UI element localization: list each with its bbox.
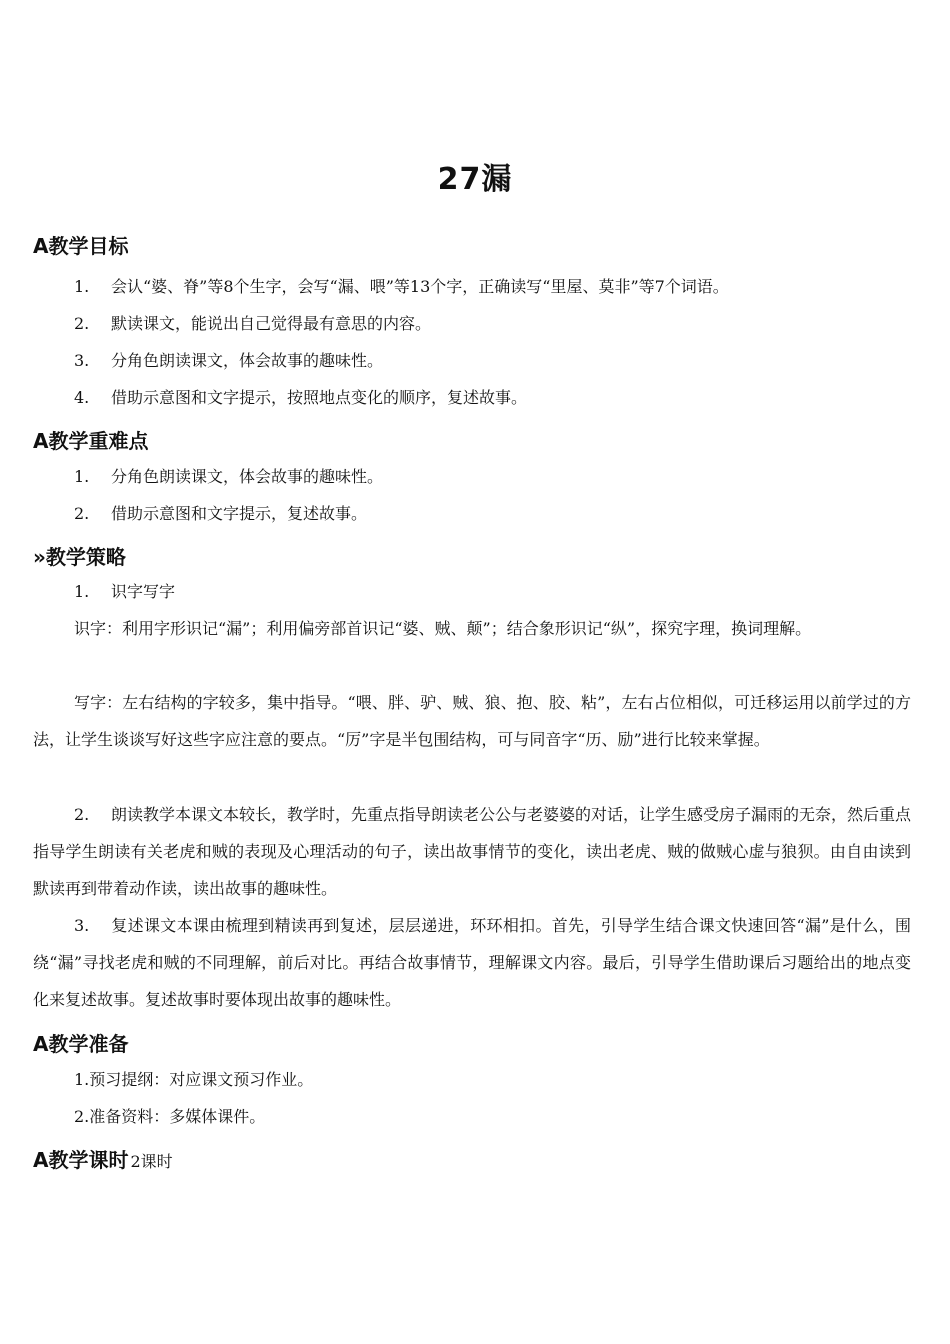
objective-item-2 [74,312,431,336]
key-point-item-1 [74,465,383,489]
key-points-heading: A教学重难点 [33,429,149,453]
item-number: 4. [74,388,90,407]
item-text: 借助示意图和文字提示，复述故事。 [111,504,368,523]
preparation-item-2: 2.准备资料：多媒体课件。 [74,1107,266,1126]
class-hours-label: A教学课时 [33,1148,129,1172]
item-text: 借助示意图和文字提示，按照地点变化的顺序，复述故事。 [111,388,528,407]
strategy-item-3 [33,907,911,1018]
literacy-paragraph: 识字：利用字形识记“漏”；利用偏旁部首识记“婆、贼、颠”；结合象形识记“纵”，探究字理，换词理解。 [74,619,812,638]
item-text: 默读课文，能说出自己觉得最有意思的内容。 [111,314,432,333]
item-number: 2. [74,805,90,824]
strategy-item-1 [74,580,175,604]
preparation-item-1: 1.预习提纲：对应课文预习作业。 [74,1070,314,1089]
class-hours-value: 2课时 [130,1152,173,1171]
item-text: 复述课文本课由梳理到精读再到复述，层层递进，环环相扣。首先，引导学生结合课文快速回答“漏”是什么，围绕“漏”寻找老虎和贼的不同理解，前后对比。再结合故事情节，理解课文内容。最后，引导学生借助课后习题给出的地点变化来复述故事。复述故事时要体现出故事的趣味性。 [33,916,911,1009]
objective-item-4 [74,386,527,410]
item-number: 2. [74,314,90,333]
objectives-heading: A教学目标 [33,234,129,258]
item-text: 会认“婆、脊”等8个生字，会写“漏、喂”等13个字，正确读写“里屋、莫非”等7个词语。 [111,277,729,296]
writing-paragraph: 写字：左右结构的字较多，集中指导。“喂、胖、驴、贼、狼、抱、胶、粘”，左右占位相似，可迁移运用以前学过的方法，让学生谈谈写好这些字应注意的要点。“厉”字是半包围结构，可与同音字“历、励”进行比较来掌握。 [33,693,911,749]
objective-item-3 [74,349,383,373]
strategy-heading: »教学策略 [33,545,126,569]
item-number: 1. [74,277,90,296]
item-number: 2. [74,504,90,523]
item-number: 1. [74,582,90,601]
item-text: 朗读教学本课文本较长，教学时，先重点指导朗读老公公与老婆婆的对话，让学生感受房子漏雨的无奈，然后重点指导学生朗读有关老虎和贼的表现及心理活动的句子，读出故事情节的变化，读出老虎、贼的做贼心虚与狼狈。由自由读到默读再到带着动作读，读出故事的趣味性。 [33,805,912,898]
class-hours-heading [33,1146,173,1176]
item-number: 3. [74,916,90,935]
key-point-item-2 [74,502,367,526]
item-number: 1. [74,467,90,486]
item-text: 分角色朗读课文，体会故事的趣味性。 [111,351,384,370]
lesson-title: 27漏 [437,162,513,197]
item-number: 3. [74,351,90,370]
item-text: 识字写字 [111,582,176,601]
preparation-heading: A教学准备 [33,1032,129,1056]
strategy-item-2 [33,796,911,907]
objective-item-1 [74,275,729,299]
item-text: 分角色朗读课文，体会故事的趣味性。 [111,467,384,486]
